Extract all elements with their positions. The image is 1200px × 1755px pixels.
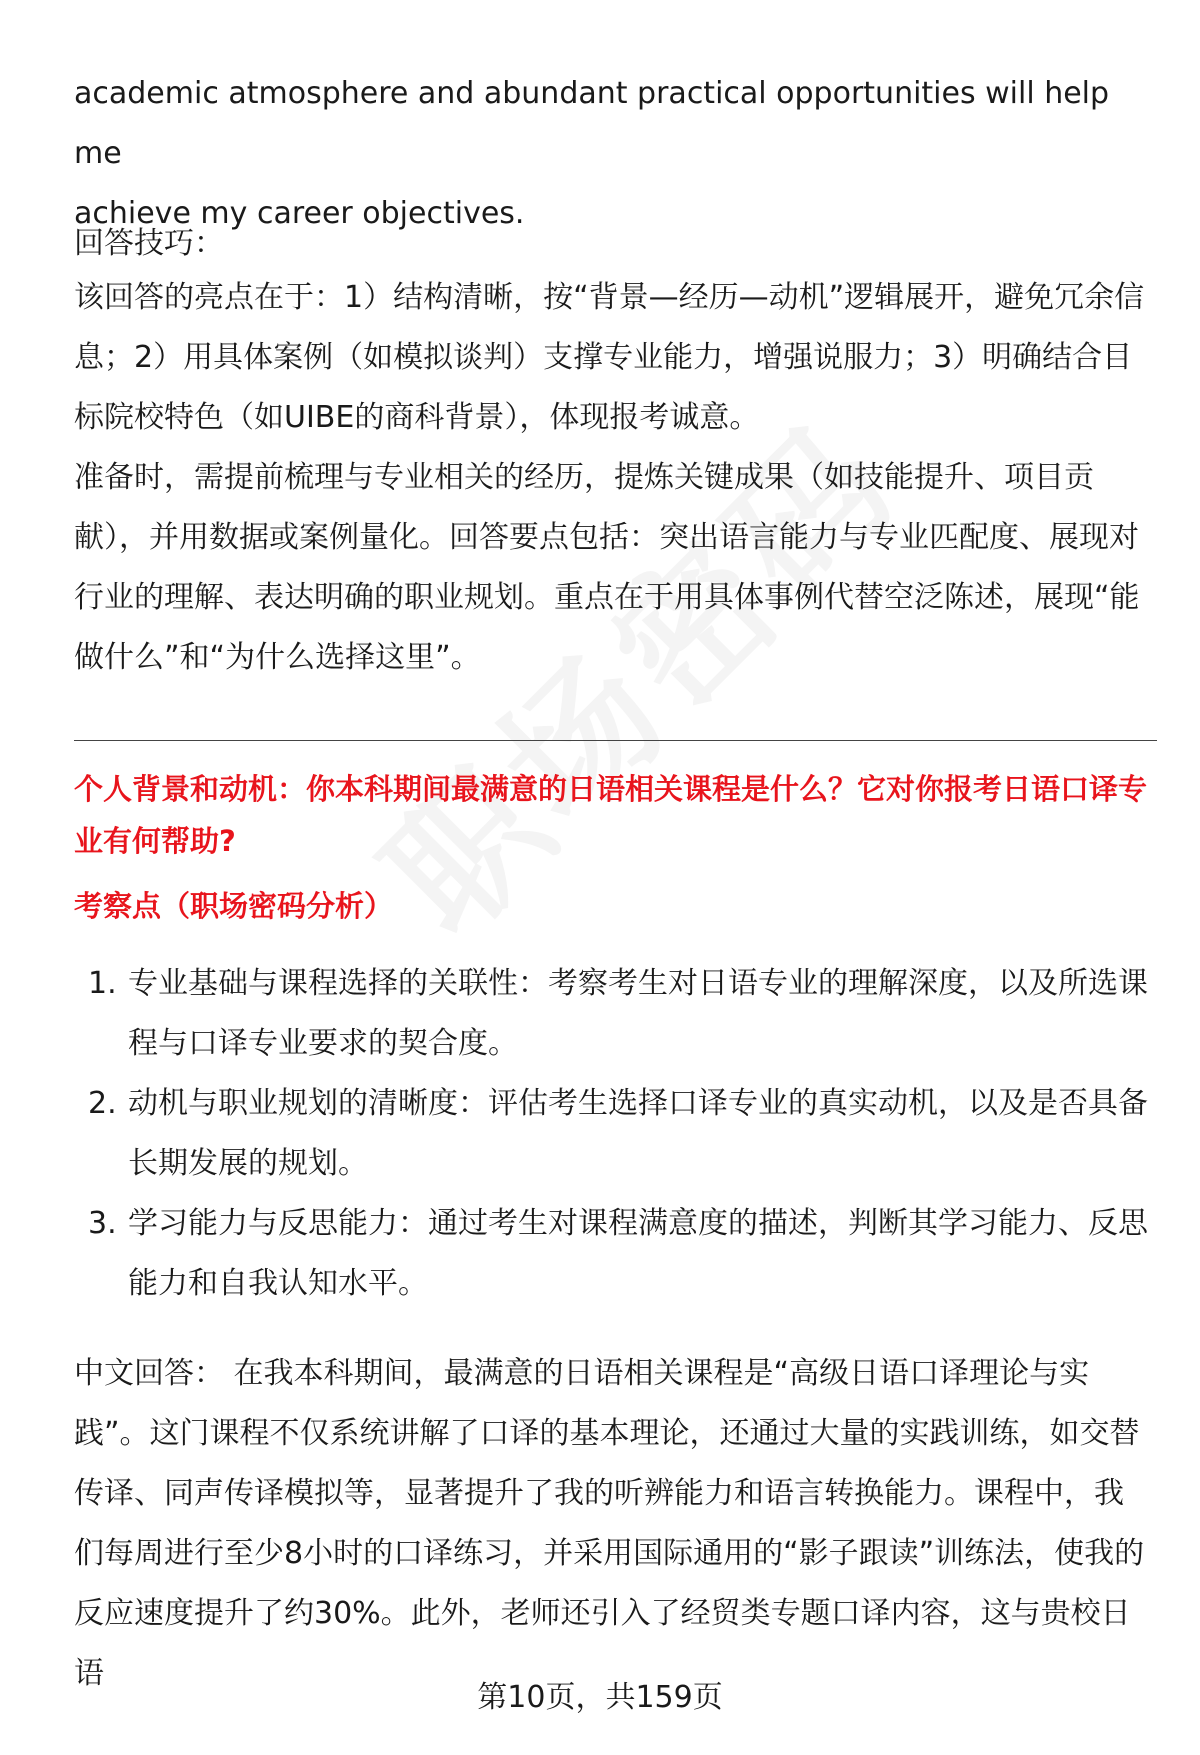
- assessment-points-heading: 考察点（职场密码分析）: [74, 889, 394, 923]
- tips-heading: 回答技巧：: [74, 226, 224, 261]
- list-item: [74, 954, 1154, 1074]
- chinese-answer-text: 中文回答： 在我本科期间，最满意的日语相关课程是“高级日语口译理论与实践”。这门课程不仅系统讲解了口译的基本理论，还通过大量的实践训练，如交替传译、同声传译模拟等，显著提升了我的听辨能力和语言转换能力。课程中，我们每周进行至少8小时的口译练习，并采用国际通用的“影子跟读”训练法，使我的反应速度提升了约30%。此外，老师还引入了经贸类专题口译内容，这与贵校日语: [74, 1356, 1145, 1691]
- list-item-text: 专业基础与课程选择的关联性：考察考生对日语专业的理解深度，以及所选课程与口译专业要求的契合度。: [128, 966, 1148, 1061]
- section-divider: [74, 740, 1157, 741]
- list-item: [74, 1194, 1154, 1314]
- list-number: 2.: [88, 1086, 117, 1121]
- text-line: achieve my career objectives.: [74, 196, 525, 231]
- chinese-answer-section: [74, 1344, 1149, 1704]
- question-title: 个人背景和动机：你本科期间最满意的日语相关课程是什么？它对你报考日语口译专业有何帮助?: [74, 772, 1148, 858]
- list-item: [74, 1074, 1154, 1194]
- list-number: 1.: [88, 966, 117, 1001]
- list-item-text: 动机与职业规划的清晰度：评估考生选择口译专业的真实动机，以及是否具备长期发展的规划。: [128, 1086, 1148, 1181]
- list-item-text: 学习能力与反思能力：通过考生对课程满意度的描述，判断其学习能力、反思能力和自我认知水平。: [128, 1206, 1148, 1301]
- page-number: 第10页，共159页: [477, 1680, 723, 1715]
- list-number: 3.: [88, 1206, 117, 1241]
- answer-tips-section: [74, 214, 1149, 688]
- assessment-points-list: [74, 954, 1154, 1314]
- text-line: academic atmosphere and abundant practical opportunities will help me: [74, 76, 1110, 171]
- tips-paragraph-2: 准备时，需提前梳理与专业相关的经历，提炼关键成果（如技能提升、项目贡献），并用数据或案例量化。回答要点包括：突出语言能力与专业匹配度、展现对行业的理解、表达明确的职业规划。重点在于用具体事例代替空泛陈述，展现“能做什么”和“为什么选择这里”。: [74, 460, 1140, 675]
- tips-paragraph-1: 该回答的亮点在于：1）结构清晰，按“背景—经历—动机”逻辑展开，避免冗余信息；2）用具体案例（如模拟谈判）支撑专业能力，增强说服力；3）明确结合目标院校特色（如UIBE的商科背景），体现报考诚意。: [74, 280, 1145, 435]
